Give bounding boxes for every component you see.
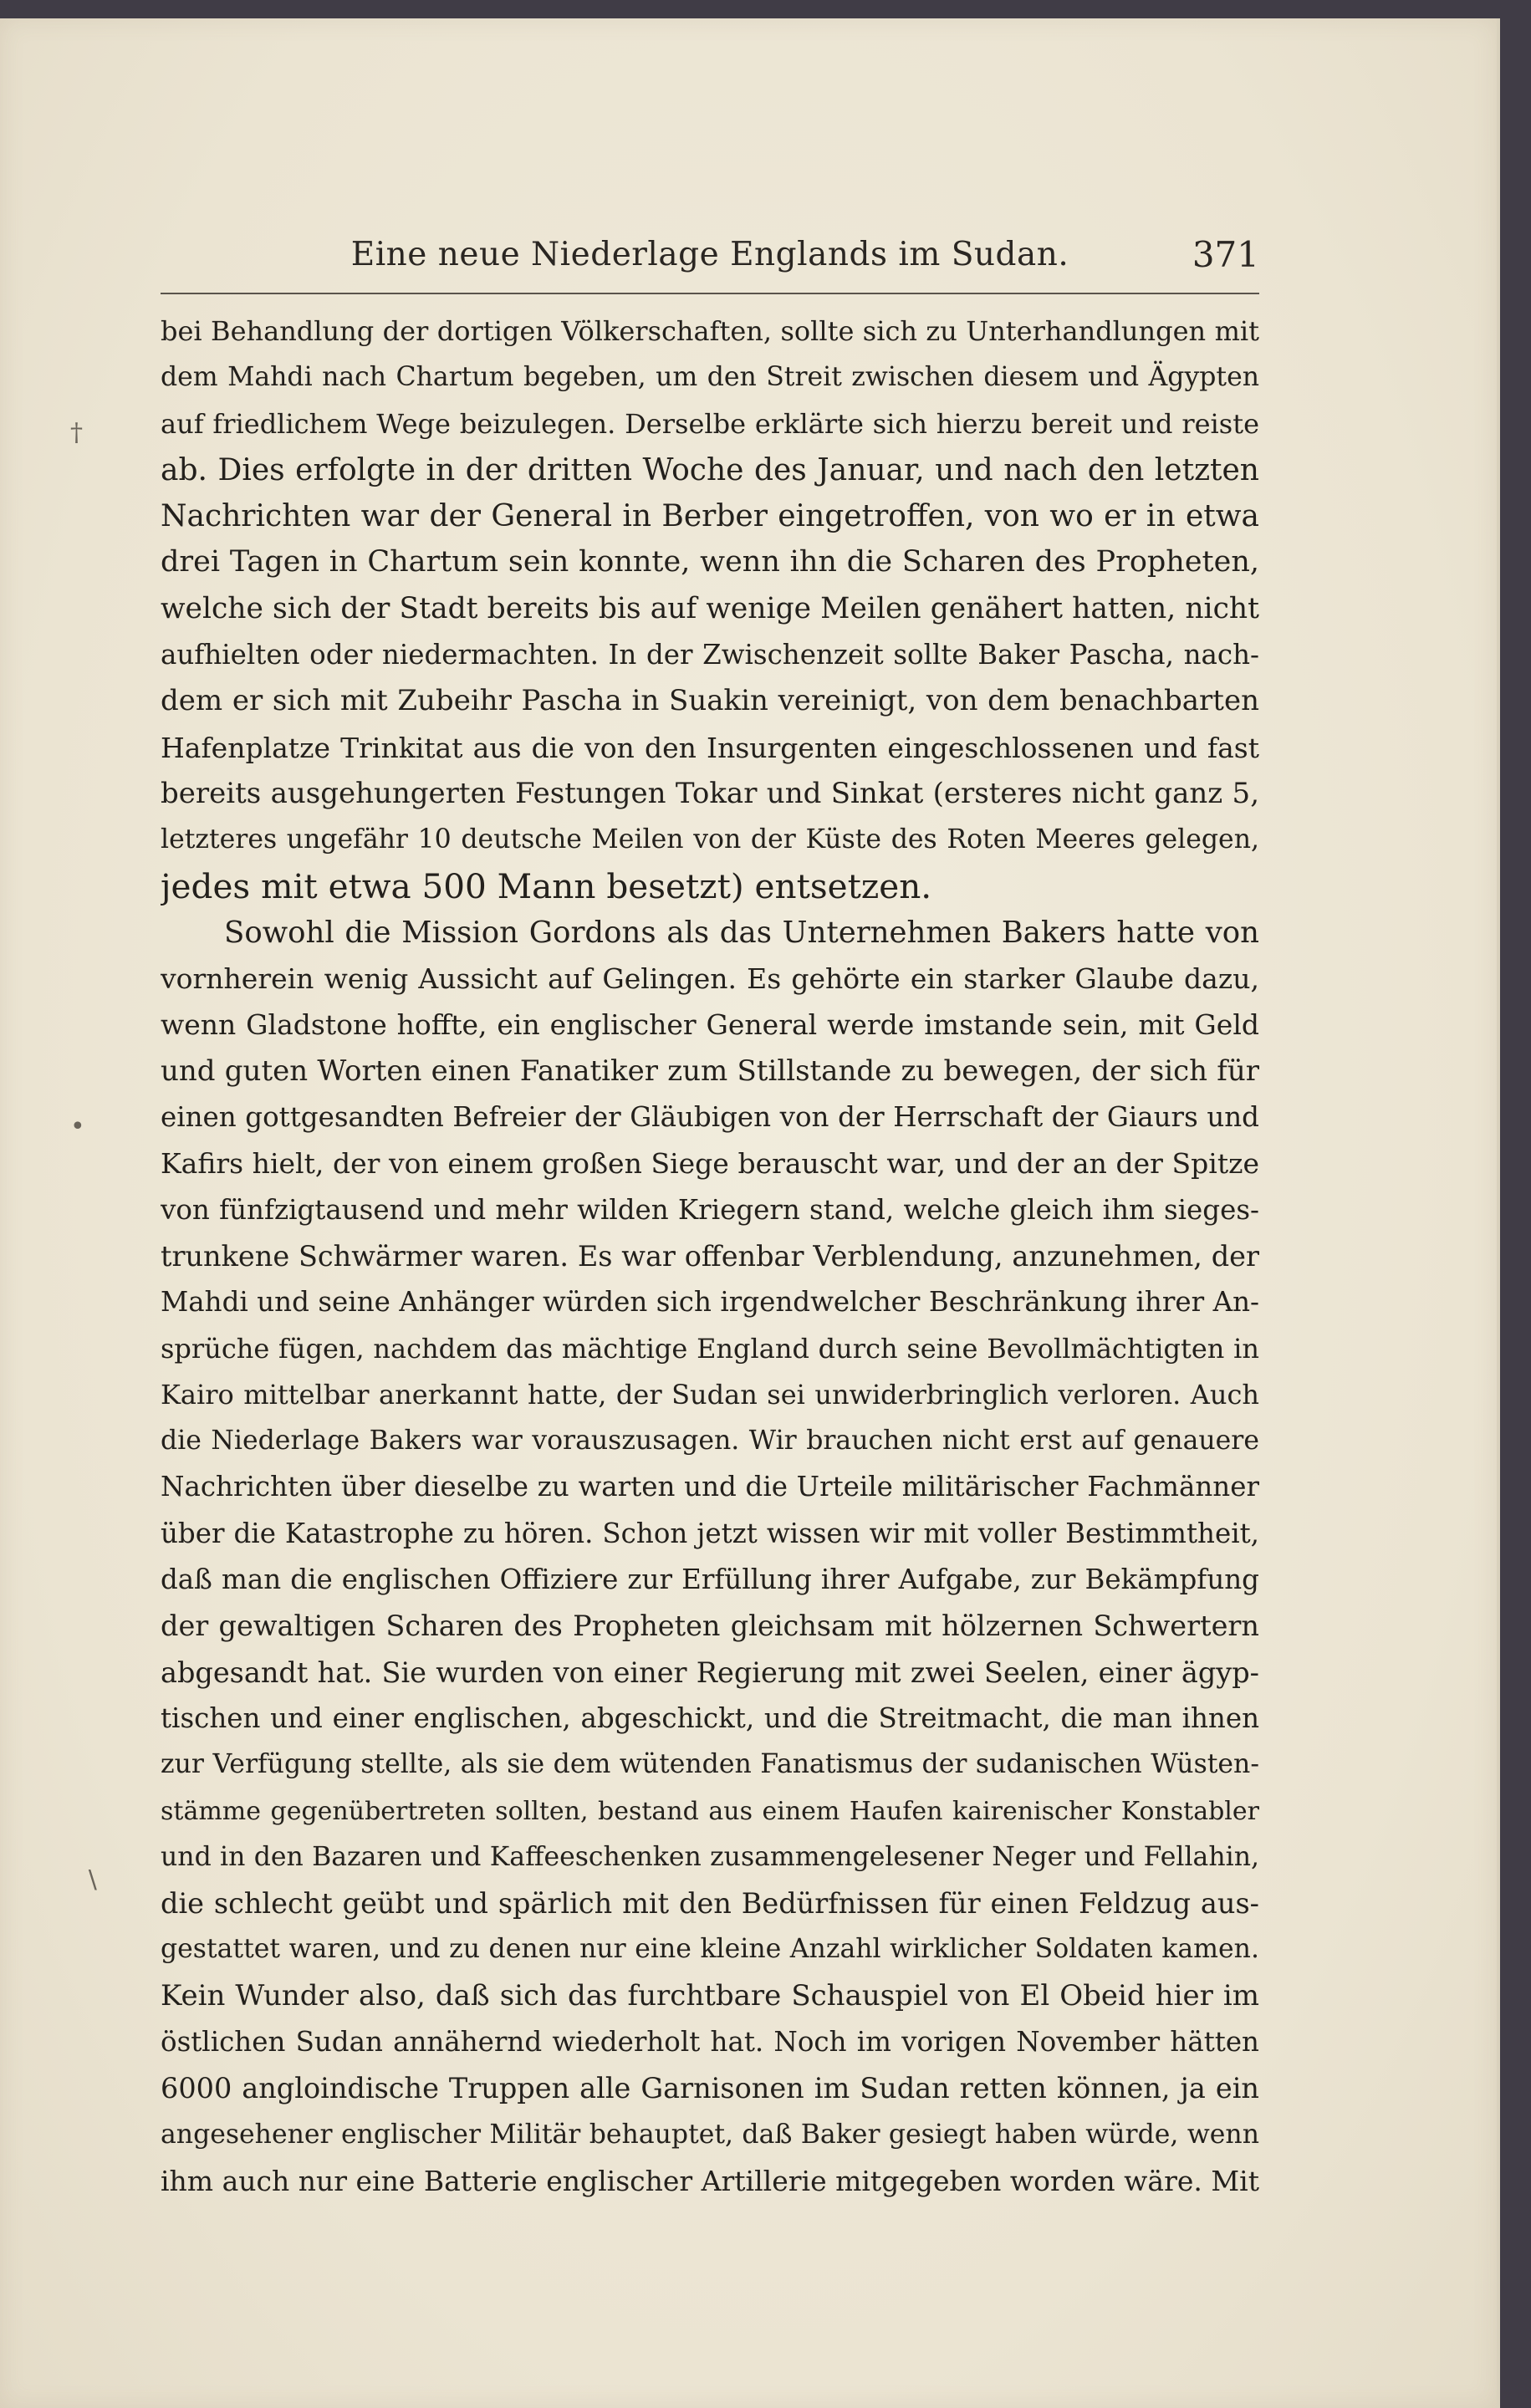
- text-line: ihm auch nur eine Batterie englischer Artillerie mitgegeben worden wäre. Mit: [161, 2164, 1259, 2197]
- text-line: sprüche fügen, nachdem das mächtige England durch seine Bevollmächtigten in: [161, 1332, 1259, 1365]
- text-line: aufhielten oder niedermachten. In der Zwischenzeit sollte Baker Pascha, nach-: [161, 639, 1259, 671]
- text-line: über die Katastrophe zu hören. Schon jetzt wissen wir mit voller Bestimmtheit,: [161, 1517, 1259, 1549]
- text-line: einen gottgesandten Befreier der Gläubigen von der Herrschaft der Giaurs und: [161, 1101, 1259, 1134]
- text-line: östlichen Sudan annähernd wiederholt hat. Noch im vorigen November hätten: [161, 2025, 1259, 2058]
- text-line: bei Behandlung der dortigen Völkerschaften, sollte sich zu Unterhandlungen mit: [161, 315, 1259, 347]
- text-line: vornherein wenig Aussicht auf Gelingen. Es gehörte ein starker Glaube dazu,: [161, 962, 1259, 996]
- text-line: der gewaltigen Scharen des Propheten gleichsam mit hölzernen Schwertern: [161, 1610, 1259, 1643]
- text-line: von fünfzigtausend und mehr wilden Kriegern stand, welche gleich ihm sieges-: [161, 1193, 1259, 1226]
- text-line: Mahdi und seine Anhänger würden sich irgendwelcher Beschränkung ihrer An-: [161, 1286, 1259, 1319]
- text-line: angesehener englischer Militär behauptet, daß Baker gesiegt haben würde, wenn: [161, 2119, 1259, 2150]
- text-line: Hafenplatze Trinkitat aus die von den Insurgenten eingeschlossenen und fast: [161, 731, 1259, 764]
- text-line: wenn Gladstone hoffte, ein englischer General werde imstande sein, mit Geld: [161, 1008, 1259, 1042]
- text-line: die schlecht geübt und spärlich mit den Bedürfnissen für einen Feldzug aus-: [161, 1887, 1259, 1921]
- text-line: dem Mahdi nach Chartum begeben, um den Streit zwischen diesem und Ägypten: [161, 362, 1259, 393]
- text-line: drei Tagen in Chartum sein konnte, wenn ihn die Scharen des Propheten,: [161, 545, 1259, 579]
- text-line: stämme gegenübertreten sollten, bestand aus einem Haufen kairenischer Konstabler: [161, 1796, 1259, 1826]
- body-text: [161, 309, 1259, 2204]
- text-line: zur Verfügung stellte, als sie dem wütenden Fanatismus der sudanischen Wüsten-: [161, 1749, 1259, 1780]
- text-line: ab. Dies erfolgte in der dritten Woche des Januar, und nach den letzten: [161, 452, 1259, 487]
- text-line: letzteres ungefähr 10 deutsche Meilen von der Küste des Roten Meeres gelegen,: [161, 824, 1259, 855]
- text-line: gestattet waren, und zu denen nur eine kleine Anzahl wirklicher Soldaten kamen.: [161, 1934, 1259, 1965]
- text-line: daß man die englischen Offiziere zur Erfüllung ihrer Aufgabe, zur Bekämpfung: [161, 1564, 1259, 1596]
- running-title: Eine neue Niederlage Englands im Sudan.: [350, 236, 1069, 273]
- text-line: welche sich der Stadt bereits bis auf wenige Meilen genähert hatten, nicht: [161, 591, 1259, 625]
- text-line: die Niederlage Bakers war vorauszusagen. Wir brauchen nicht erst auf genauere: [161, 1426, 1259, 1457]
- margin-speck-icon: ∖: [84, 1866, 100, 1895]
- text-line: bereits ausgehungerten Festungen Tokar und Sinkat (ersteres nicht ganz 5,: [161, 776, 1259, 810]
- page-number: 371: [1192, 234, 1259, 275]
- text-line: und guten Worten einen Fanatiker zum Stillstande zu bewegen, der sich für: [161, 1054, 1259, 1088]
- text-line: tischen und einer englischen, abgeschickt, und die Streitmacht, die man ihnen: [161, 1701, 1259, 1734]
- paragraph-first-line: Sowohl die Mission Gordons als das Unternehmen Bakers hatte von: [224, 915, 1259, 950]
- text-line: 6000 angloindische Truppen alle Garnisonen im Sudan retten können, ja ein: [161, 2072, 1259, 2105]
- margin-speck-icon: †: [70, 418, 83, 447]
- margin-speck-icon: •: [70, 1112, 85, 1141]
- page-header: [161, 226, 1259, 294]
- text-line: Kein Wunder also, daß sich das furchtbare Schauspiel von El Obeid hier im: [161, 1978, 1259, 2013]
- text-line: und in den Bazaren und Kaffeeschenken zusammengelesener Neger und Fellahin,: [161, 1841, 1259, 1872]
- text-line: Nachrichten war der General in Berber eingetroffen, von wo er in etwa: [161, 499, 1259, 534]
- text-line: dem er sich mit Zubeihr Pascha in Suakin vereinigt, von dem benachbarten: [161, 684, 1259, 718]
- text-line: Kairo mittelbar anerkannt hatte, der Sudan sei unwiderbringlich verloren. Auch: [161, 1378, 1259, 1411]
- text-line: Nachrichten über dieselbe zu warten und die Urteile militärischer Fachmänner: [161, 1471, 1259, 1503]
- text-line: auf friedlichem Wege beizulegen. Derselbe erklärte sich hierzu bereit und reiste: [161, 407, 1259, 440]
- text-line: abgesandt hat. Sie wurden von einer Regierung mit zwei Seelen, einer ägyp-: [161, 1656, 1259, 1689]
- text-line: Kafirs hielt, der von einem großen Siege berauscht war, und der an der Spitze: [161, 1147, 1259, 1181]
- text-line: trunkene Schwärmer waren. Es war offenbar Verblendung, anzunehmen, der: [161, 1239, 1259, 1273]
- paragraph-last-line: jedes mit etwa 500 Mann besetzt) entsetzen.: [161, 865, 932, 906]
- book-page: [0, 18, 1500, 2408]
